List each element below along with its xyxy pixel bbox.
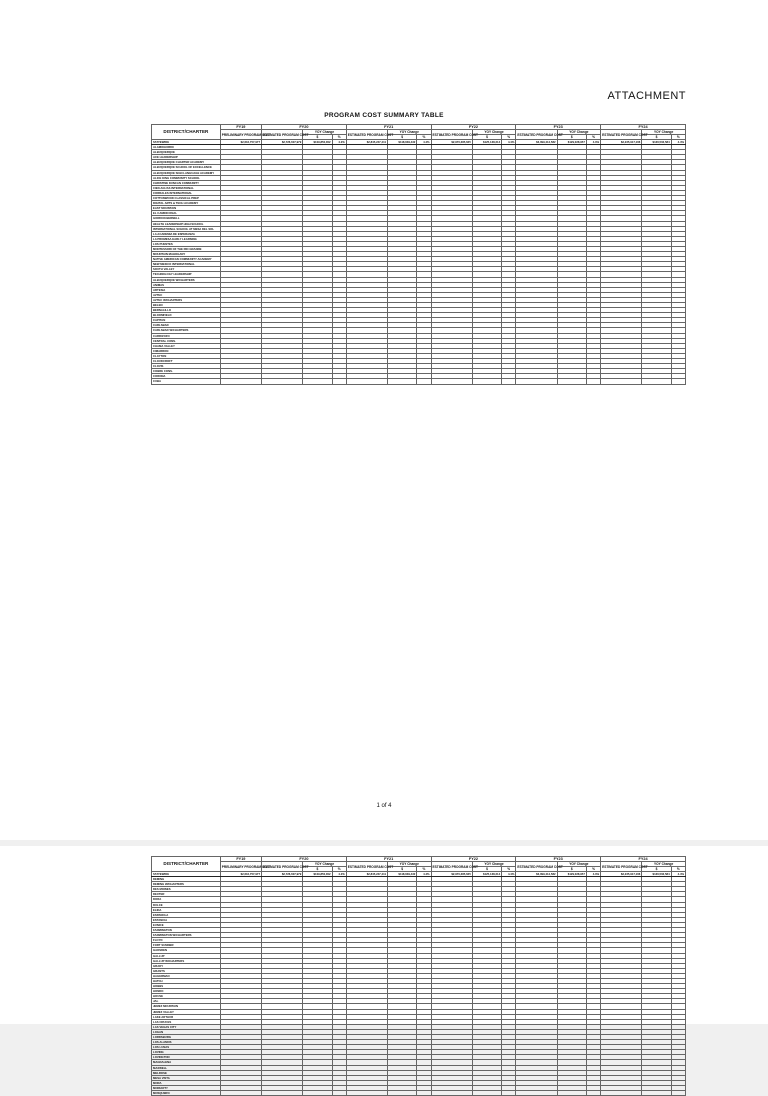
fiscal-year-header: FY20 <box>262 857 347 862</box>
district-name-cell: COTTONWOOD CLASSICAL PREP <box>152 196 221 201</box>
cost-value-cell <box>472 1091 501 1096</box>
cost-value-cell: $3,099,414,582 <box>516 872 557 877</box>
district-name-cell: LOS LUNAS <box>152 1045 221 1050</box>
yoy-change-header: YOY Change <box>303 130 347 135</box>
district-name-cell: ELIDA <box>152 907 221 912</box>
district-name-cell: COBRE CONS. <box>152 369 221 374</box>
district-name-cell: HOUSE <box>152 994 221 999</box>
district-name-cell: CARLSBAD W/CHARTERS <box>152 328 221 333</box>
district-name-cell: MESA VISTA <box>152 1075 221 1080</box>
district-name-cell: AZTEC <box>152 292 221 297</box>
percent-subheader: % <box>417 135 431 140</box>
fiscal-year-header: FY23 <box>516 125 601 130</box>
district-name-cell: FLOYD <box>152 938 221 943</box>
district-name-cell: HOBBS <box>152 984 221 989</box>
district-name-cell: LOS ALAMOS <box>152 1040 221 1045</box>
cost-value-cell: 4.4% <box>417 140 431 145</box>
cost-value-cell <box>502 379 516 384</box>
cost-value-cell <box>431 379 472 384</box>
percent-subheader: % <box>671 135 685 140</box>
cost-value-cell: 4.4% <box>671 140 685 145</box>
dollar-subheader: $ <box>472 867 501 872</box>
cost-value-cell <box>388 1091 417 1096</box>
district-name-cell: STATEWIDE <box>152 140 221 145</box>
district-name-cell: ESPANOLA <box>152 912 221 917</box>
cost-value-cell <box>303 1091 332 1096</box>
cost-value-cell <box>346 379 387 384</box>
cost-value-cell <box>332 1091 346 1096</box>
dollar-subheader: $ <box>388 135 417 140</box>
estimated-cost-header: ESTIMATED PROGRAM COST <box>262 130 303 140</box>
estimated-cost-header: ESTIMATED PROGRAM COST <box>516 130 557 140</box>
district-name-cell: JEMEZ MOUNTAIN <box>152 1004 221 1009</box>
district-name-cell: ANIMAS <box>152 282 221 287</box>
cost-value-cell: $136,502,584 <box>642 872 671 877</box>
district-name-cell: ALBUQUERQUE W/CHARTERS <box>152 277 221 282</box>
district-name-cell: FARMINGTON <box>152 928 221 933</box>
cost-value-cell: $125,138,214 <box>472 140 501 145</box>
district-name-cell: CLAYTON <box>152 353 221 358</box>
document-page-two <box>0 846 768 1096</box>
district-name-cell: LA PROMESA EARLY LEARNING <box>152 236 221 241</box>
yoy-change-header: YOY Change <box>472 862 516 867</box>
cost-value-cell: $129,028,957 <box>557 872 586 877</box>
cost-value-cell: 4.2% <box>332 872 346 877</box>
cost-value-cell: $2,616,757,977 <box>220 872 261 877</box>
district-name-cell: CORONA <box>152 374 221 379</box>
cost-value-cell <box>671 1091 685 1096</box>
district-name-cell: HATCH <box>152 978 221 983</box>
percent-subheader: % <box>332 867 346 872</box>
yoy-change-header: YOY Change <box>303 862 347 867</box>
percent-subheader: % <box>502 867 516 872</box>
estimated-cost-header: ESTIMATED PROGRAM COST <box>601 130 642 140</box>
district-name-cell: ALAMOGORDO <box>152 145 221 150</box>
district-name-cell: JEMEZ VALLEY <box>152 1009 221 1014</box>
district-name-cell: BERNALILLO <box>152 308 221 313</box>
district-name-cell: DEMING <box>152 877 221 882</box>
cost-value-cell <box>388 379 417 384</box>
district-name-cell: CARLSBAD <box>152 323 221 328</box>
table-row <box>152 379 686 384</box>
document-title: PROGRAM COST SUMMARY TABLE <box>324 112 444 119</box>
district-name-cell: CENTRAL CONS. <box>152 338 221 343</box>
cost-value-cell: 4.4% <box>671 872 685 877</box>
cost-value-cell <box>303 379 332 384</box>
cost-value-cell <box>346 1091 387 1096</box>
district-name-cell: HONDO <box>152 989 221 994</box>
district-name-cell: CUBA <box>152 379 221 384</box>
district-name-cell: GALLUP <box>152 953 221 958</box>
cost-value-cell: 4.3% <box>586 872 600 877</box>
cost-value-cell: $2,970,385,625 <box>431 872 472 877</box>
district-name-cell: STATEWIDE <box>152 872 221 877</box>
district-name-cell: DES MOINES <box>152 887 221 892</box>
cost-value-cell <box>220 1091 261 1096</box>
district-name-cell: LOVINGTON <box>152 1055 221 1060</box>
district-name-cell: CLOVIS <box>152 364 221 369</box>
fiscal-year-header: FY20 <box>262 125 347 130</box>
cost-value-cell: 4.2% <box>332 140 346 145</box>
cost-value-cell: $136,502,584 <box>642 140 671 145</box>
cost-value-cell: $2,845,247,411 <box>346 140 387 145</box>
percent-subheader: % <box>417 867 431 872</box>
yoy-change-header: YOY Change <box>557 130 601 135</box>
cost-value-cell: $2,845,247,411 <box>346 872 387 877</box>
fiscal-year-header: FY22 <box>431 125 516 130</box>
cost-value-cell <box>557 379 586 384</box>
district-name-cell: MELROSE <box>152 1070 221 1075</box>
district-name-cell: GRANTS <box>152 968 221 973</box>
district-name-cell: BLOOMFIELD <box>152 313 221 318</box>
cost-value-cell: $3,235,917,166 <box>601 140 642 145</box>
cost-value-cell: 4.3% <box>586 140 600 145</box>
district-name-cell: CIEN AGUAS INTERNATIONAL <box>152 185 221 190</box>
dollar-subheader: $ <box>557 867 586 872</box>
preliminary-cost-header: PRELIMINARY PROGRAM COST <box>220 130 261 140</box>
district-name-cell: LOGAN <box>152 1029 221 1034</box>
cost-value-cell <box>557 1091 586 1096</box>
percent-subheader: % <box>332 135 346 140</box>
dollar-subheader: $ <box>303 867 332 872</box>
district-name-cell: CIMARRON <box>152 348 221 353</box>
district-name-cell: MAGDALENA <box>152 1060 221 1065</box>
district-name-cell: ACE LEADERSHIP <box>152 155 221 160</box>
fiscal-year-header: FY21 <box>346 857 431 862</box>
estimated-cost-header: ESTIMATED PROGRAM COST <box>262 862 303 872</box>
district-name-cell: MOSQUERO <box>152 1091 221 1096</box>
district-name-cell: NATIVE AMERICAN COMMUNITY ACADEMY <box>152 257 221 262</box>
preliminary-cost-header: PRELIMINARY PROGRAM COST <box>220 862 261 872</box>
fiscal-year-header: FY21 <box>346 125 431 130</box>
district-name-cell: EUNICE <box>152 922 221 927</box>
cost-value-cell: $3,235,917,166 <box>601 872 642 877</box>
district-name-cell: MAXWELL <box>152 1065 221 1070</box>
district-name-cell: CARRIZOZO <box>152 333 221 338</box>
district-name-cell: MONTESSORI OF THE RIO GRANDE <box>152 246 221 251</box>
district-name-cell: CHAMA VALLEY <box>152 343 221 348</box>
district-name-cell: LOS PUENTES <box>152 241 221 246</box>
cost-value-cell: $2,726,607,979 <box>262 140 303 145</box>
district-name-cell: AZTEC W/CHARTERS <box>152 297 221 302</box>
fiscal-year-header: FY22 <box>431 857 516 862</box>
district-name-cell: DEMING W/CHARTERS <box>152 882 221 887</box>
district-name-cell: TECHNOLOGY LEADERSHIP <box>152 272 221 277</box>
district-name-cell: GADSDEN <box>152 948 221 953</box>
district-name-cell: FARMINGTON W/CHARTERS <box>152 933 221 938</box>
district-name-cell: MOUNTAIN MAHOGANY <box>152 252 221 257</box>
district-name-cell: NEW MEXICO INTERNATIONAL <box>152 262 221 267</box>
district-name-cell: JAL <box>152 999 221 1004</box>
district-name-cell: FORT SUMNER <box>152 943 221 948</box>
cost-value-cell: $129,028,957 <box>557 140 586 145</box>
district-name-cell: ALBUQUERQUE SIGN LANGUAGE ACADEMY <box>152 170 221 175</box>
cost-value-cell <box>601 379 642 384</box>
district-name-cell: ARTESIA <box>152 287 221 292</box>
cost-value-cell <box>516 379 557 384</box>
district-name-cell: DIGITAL ARTS & TECH ACADEMY <box>152 201 221 206</box>
district-name-cell: HEALTH LEADERSHIP HIGH SCHOOL <box>152 221 221 226</box>
cost-value-cell <box>431 1091 472 1096</box>
yoy-change-header: YOY Change <box>642 130 686 135</box>
cost-value-cell: $2,726,607,979 <box>262 872 303 877</box>
cost-value-cell <box>417 379 431 384</box>
district-name-cell: LAS CRUCES <box>152 1019 221 1024</box>
district-column-header: DISTRICT/CHARTER <box>152 125 221 140</box>
estimated-cost-header: ESTIMATED PROGRAM COST <box>431 130 472 140</box>
cost-value-cell <box>516 1091 557 1096</box>
cost-value-cell: $2,970,385,625 <box>431 140 472 145</box>
cost-value-cell <box>671 379 685 384</box>
district-name-cell: ALBUQUERQUE SCHOOL OF EXCELLENCE <box>152 165 221 170</box>
fiscal-year-header: FY24 <box>601 125 686 130</box>
page-number: 1 of 4 <box>376 803 392 809</box>
cost-value-cell <box>502 1091 516 1096</box>
estimated-cost-header: ESTIMATED PROGRAM COST <box>346 862 387 872</box>
district-column-header: DISTRICT/CHARTER <box>152 857 221 872</box>
district-name-cell: CHRISTINE DUNCAN COMMUNITY <box>152 180 221 185</box>
dollar-subheader: $ <box>472 135 501 140</box>
district-name-cell: SOUTH VALLEY <box>152 267 221 272</box>
program-cost-table-page-one <box>151 124 686 385</box>
cost-value-cell: 4.4% <box>502 872 516 877</box>
program-cost-table-page-two <box>151 856 686 1096</box>
district-name-cell: ALICE KING COMMUNITY SCHOOL <box>152 175 221 180</box>
fiscal-year-header: FY24 <box>601 857 686 862</box>
district-name-cell: EAST MOUNTAIN <box>152 206 221 211</box>
cost-value-cell <box>472 379 501 384</box>
percent-subheader: % <box>502 135 516 140</box>
district-name-cell: INTERNATIONAL SCHOOL AT MESA DEL SOL <box>152 226 221 231</box>
cost-value-cell <box>601 1091 642 1096</box>
dollar-subheader: $ <box>303 135 332 140</box>
cost-value-cell <box>262 379 303 384</box>
estimated-cost-header: ESTIMATED PROGRAM COST <box>516 862 557 872</box>
cost-value-cell: $109,850,002 <box>303 872 332 877</box>
cost-value-cell: $118,639,432 <box>388 872 417 877</box>
district-name-cell: EL CAMINO REAL <box>152 211 221 216</box>
cost-value-cell <box>586 379 600 384</box>
yoy-change-header: YOY Change <box>557 862 601 867</box>
district-name-cell: ALBUQUERQUE <box>152 150 221 155</box>
fiscal-year-header: FY19 <box>220 125 261 130</box>
district-name-cell: GALLUP W/CHARTERS <box>152 958 221 963</box>
fiscal-year-header: FY23 <box>516 857 601 862</box>
cost-value-cell <box>642 1091 671 1096</box>
cost-value-cell: 4.4% <box>502 140 516 145</box>
dollar-subheader: $ <box>388 867 417 872</box>
district-name-cell: MORA <box>152 1080 221 1085</box>
district-name-cell: BELEN <box>152 303 221 308</box>
district-name-cell: GRADY <box>152 963 221 968</box>
cost-value-cell <box>262 1091 303 1096</box>
estimated-cost-header: ESTIMATED PROGRAM COST <box>431 862 472 872</box>
percent-subheader: % <box>586 867 600 872</box>
yoy-change-header: YOY Change <box>388 130 432 135</box>
district-name-cell: CLOUDCROFT <box>152 359 221 364</box>
yoy-change-header: YOY Change <box>472 130 516 135</box>
cost-value-cell <box>642 379 671 384</box>
attachment-label: ATTACHMENT <box>607 90 686 102</box>
district-name-cell: LAS VEGAS CITY <box>152 1024 221 1029</box>
district-name-cell: DULCE <box>152 902 221 907</box>
table-row <box>152 1091 686 1096</box>
district-name-cell: HAGERMAN <box>152 973 221 978</box>
cost-value-cell: $109,850,002 <box>303 140 332 145</box>
district-name-cell: LA ACADEMIA DE ESPERANZA <box>152 231 221 236</box>
fiscal-year-header: FY19 <box>220 857 261 862</box>
district-name-cell: LORDSBURG <box>152 1035 221 1040</box>
estimated-cost-header: ESTIMATED PROGRAM COST <box>601 862 642 872</box>
cost-value-cell <box>417 1091 431 1096</box>
yoy-change-header: YOY Change <box>642 862 686 867</box>
cost-value-cell: 4.4% <box>417 872 431 877</box>
percent-subheader: % <box>671 867 685 872</box>
estimated-cost-header: ESTIMATED PROGRAM COST <box>346 130 387 140</box>
district-name-cell: ESTANCIA <box>152 917 221 922</box>
district-name-cell: GORDON BERNELL <box>152 216 221 221</box>
cost-value-cell: $125,138,214 <box>472 872 501 877</box>
yoy-change-header: YOY Change <box>388 862 432 867</box>
cost-value-cell: $2,616,757,977 <box>220 140 261 145</box>
cost-value-cell: $3,099,414,582 <box>516 140 557 145</box>
district-name-cell: MORIARTY <box>152 1085 221 1090</box>
cost-value-cell <box>220 379 261 384</box>
dollar-subheader: $ <box>557 135 586 140</box>
district-name-cell: DORA <box>152 897 221 902</box>
dollar-subheader: $ <box>642 867 671 872</box>
percent-subheader: % <box>586 135 600 140</box>
cost-value-cell <box>332 379 346 384</box>
cost-value-cell <box>586 1091 600 1096</box>
district-name-cell: ALBUQUERQUE CHARTER ACADEMY <box>152 160 221 165</box>
district-name-cell: CAPITAN <box>152 318 221 323</box>
district-name-cell: DEXTER <box>152 892 221 897</box>
dollar-subheader: $ <box>642 135 671 140</box>
district-name-cell: LAKE ARTHUR <box>152 1014 221 1019</box>
district-name-cell: CORRALES INTERNATIONAL <box>152 190 221 195</box>
district-name-cell: LOVING <box>152 1050 221 1055</box>
cost-value-cell: $118,639,432 <box>388 140 417 145</box>
